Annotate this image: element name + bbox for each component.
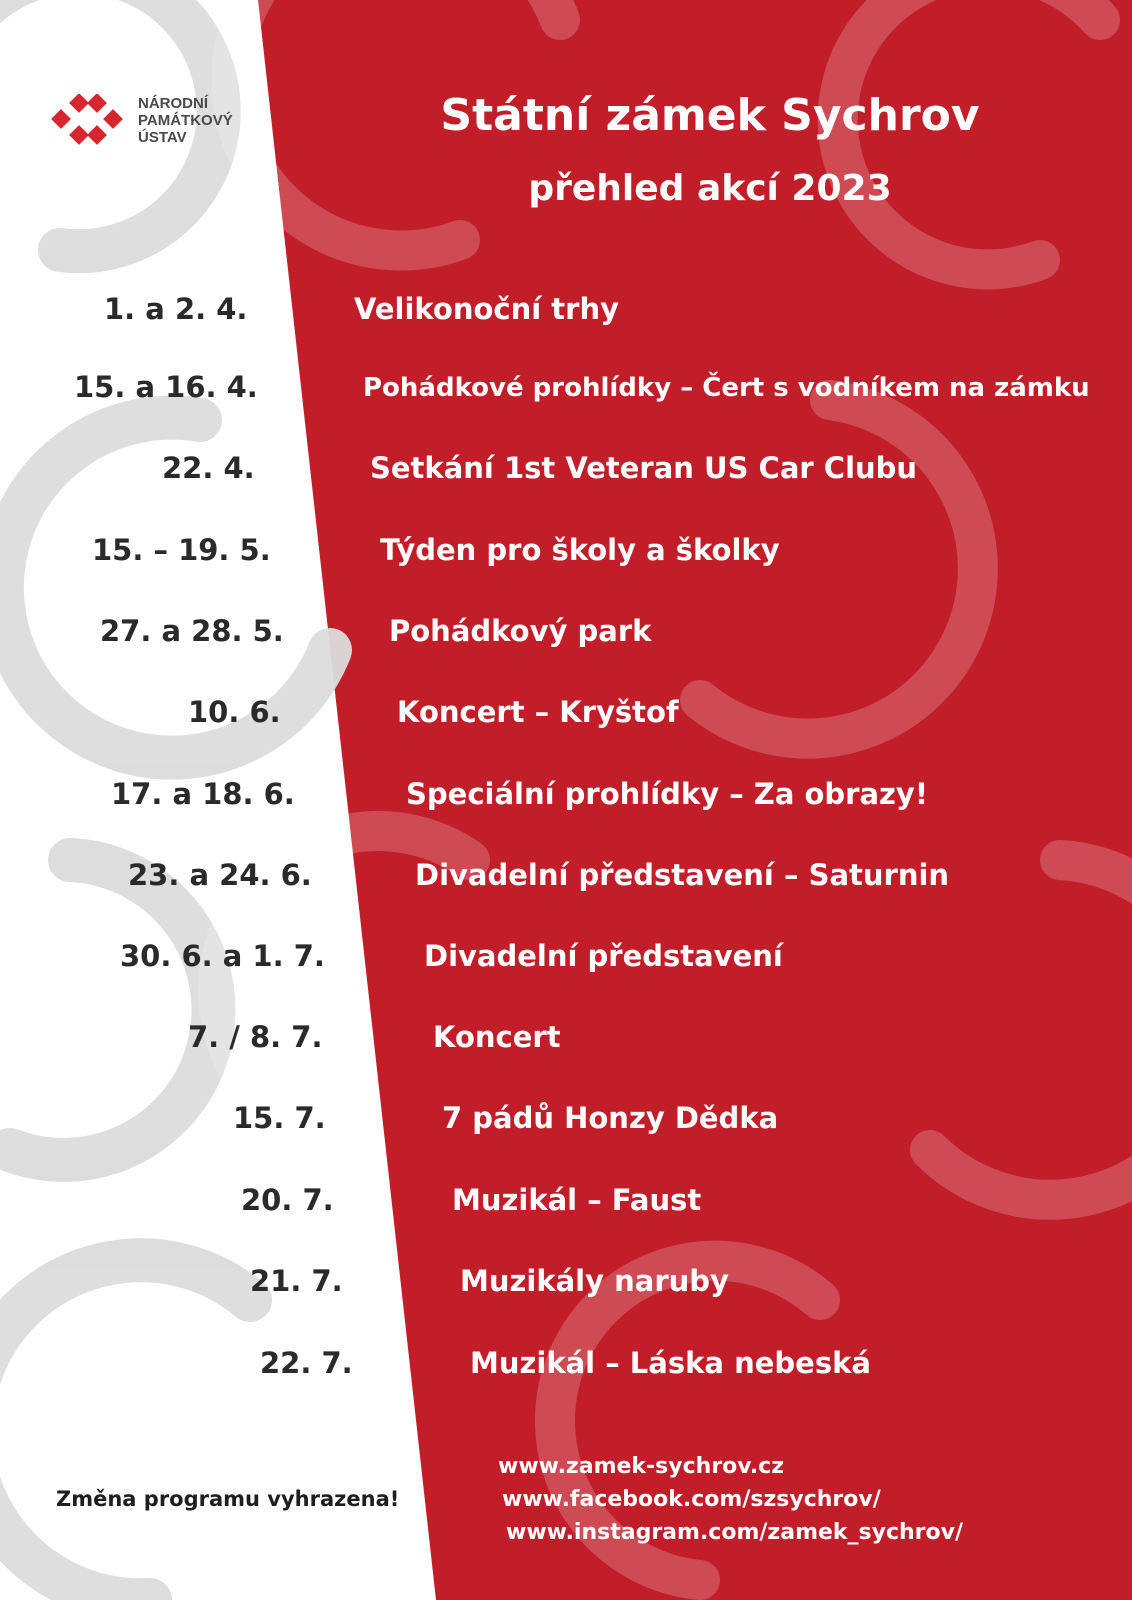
event-date: 23. a 24. 6.: [128, 858, 312, 892]
logo-line: ÚSTAV: [138, 129, 187, 146]
event-name: Koncert – Kryštof: [397, 695, 679, 729]
event-date: 10. 6.: [188, 695, 281, 729]
watermark-swirl-icon: [10, 860, 213, 1160]
logo-line: NÁRODNÍ: [138, 95, 208, 112]
event-name: Muzikál – Láska nebeská: [470, 1346, 871, 1380]
facebook-link[interactable]: www.facebook.com/szsychrov/: [502, 1487, 881, 1512]
event-date: 27. a 28. 5.: [100, 614, 284, 648]
event-date: 1. a 2. 4.: [104, 292, 248, 326]
event-name: Pohádkové prohlídky – Čert s vodníkem na zámku: [363, 373, 1090, 403]
event-date: 15. 7.: [233, 1101, 326, 1135]
event-date: 21. 7.: [250, 1264, 343, 1298]
event-name: Koncert: [433, 1020, 561, 1054]
event-name: Muzikál – Faust: [452, 1183, 702, 1217]
event-date: 22. 7.: [260, 1346, 353, 1380]
event-date: 17. a 18. 6.: [111, 777, 295, 811]
event-name: Muzikály naruby: [460, 1264, 729, 1298]
instagram-link[interactable]: www.instagram.com/zamek_sychrov/: [506, 1520, 964, 1545]
logo-line: PAMÁTKOVÝ: [138, 112, 233, 129]
event-date: 15. a 16. 4.: [74, 370, 258, 404]
event-name: Divadelní představení – Saturnin: [415, 858, 950, 892]
event-name: Setkání 1st Veteran US Car Clubu: [370, 451, 918, 485]
event-name: Týden pro školy a školky: [380, 533, 780, 567]
event-name: Speciální prohlídky – Za obrazy!: [406, 777, 929, 811]
page-title: Státní zámek Sychrov: [440, 90, 980, 141]
event-name: 7 pádů Honzy Dědka: [442, 1101, 779, 1135]
event-name: Velikonoční trhy: [354, 292, 619, 326]
event-date: 20. 7.: [241, 1183, 334, 1217]
npu-logo-icon: [48, 94, 126, 146]
page-subtitle: přehled akcí 2023: [528, 168, 892, 209]
website-link[interactable]: www.zamek-sychrov.cz: [498, 1454, 785, 1479]
event-date: 7. / 8. 7.: [188, 1020, 323, 1054]
event-date: 22. 4.: [162, 451, 255, 485]
watermark-swirl-icon: [0, 1260, 250, 1600]
event-date: 15. – 19. 5.: [92, 533, 271, 567]
program-change-note: Změna programu vyhrazena!: [56, 1487, 400, 1511]
event-name: Divadelní představení: [424, 939, 783, 973]
logo-text: [138, 95, 233, 146]
event-date: 30. 6. a 1. 7.: [120, 939, 325, 973]
event-name: Pohádkový park: [389, 614, 652, 648]
